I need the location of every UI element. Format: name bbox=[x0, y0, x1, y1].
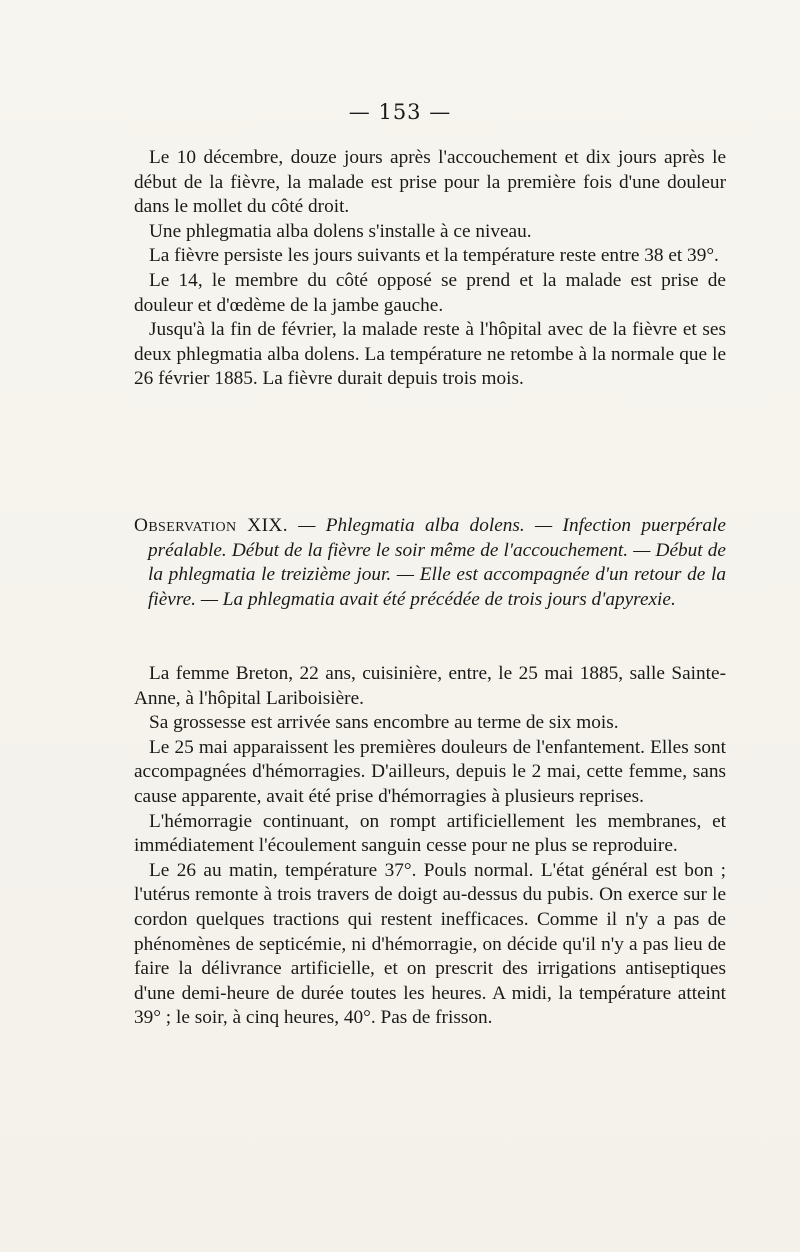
paragraph: Le 14, le membre du côté opposé se prend et la malade est prise de douleur et d'œdème de la jambe gauche. bbox=[134, 269, 726, 316]
paragraph: La femme Breton, 22 ans, cuisinière, entre, le 25 mai 1885, salle Sainte-Anne, à l'hôpital Lariboisière. bbox=[134, 663, 726, 709]
text-section-bottom bbox=[134, 662, 726, 1031]
paragraph: Le 10 décembre, douze jours après l'accouchement et dix jours après le début de la fièvre, la malade est prise pour la première fois d'une douleur dans le mollet du côté droit. bbox=[134, 147, 726, 218]
page-number: — 153 — bbox=[348, 100, 452, 124]
text-section-top bbox=[134, 146, 726, 392]
paragraph: L'hémorragie continuant, on rompt artificiellement les membranes, et immédiatement l'écoulement sanguin cesse pour ne plus se reproduire. bbox=[134, 810, 726, 857]
paragraph: Sa grossesse est arrivée sans encombre au terme de six mois. bbox=[149, 712, 619, 734]
paragraph: La fièvre persiste les jours suivants et la température reste entre 38 et 39°. bbox=[149, 245, 719, 267]
paragraph: Le 25 mai apparaissent les premières douleurs de l'enfantement. Elles sont accompagnées d'hémorragies. D'ailleurs, depuis le 2 mai, cette femme, sans cause apparente, avait été prise d'hémorragies à plusieurs reprises. bbox=[134, 736, 726, 807]
paragraph: Une phlegmatia alba dolens s'installe à ce niveau. bbox=[149, 220, 532, 242]
paragraph: Jusqu'à la fin de février, la malade reste à l'hôpital avec de la fièvre et ses deux phlegmatia alba dolens. La température ne retombe à la normale que le 26 février 1885. La fièvre durait depuis trois mois. bbox=[134, 319, 726, 390]
observation-summary: — Phlegmatia alba dolens. — Infection puerpérale préalable. Début de la fièvre le soir même de l'accouchement. — Début de la phlegmatia le treizième jour. — Elle est accompagnée d'un retour de la fièvre. — La phlegmatia avait été précédée de trois jours d'apyrexie. bbox=[148, 515, 726, 610]
observation-heading bbox=[134, 514, 726, 612]
observation-label: Observation XIX. bbox=[134, 515, 288, 536]
paragraph: Le 26 au matin, température 37°. Pouls normal. L'état général est bon ; l'utérus remonte à trois travers de doigt au-dessus du pubis. On exerce sur le cordon quelques tractions qui restent inefficaces. Comme il n'y a pas de phénomènes de septicémie, ni d'hémorragie, on décide qu'il n'y a pas lieu de faire la délivrance artificielle, et on prescrit des irrigations antiseptiques d'une demi-heure de durée toutes les heures. A midi, la température atteint 39° ; le soir, à cinq heures, 40°. Pas de frisson. bbox=[134, 859, 726, 1029]
